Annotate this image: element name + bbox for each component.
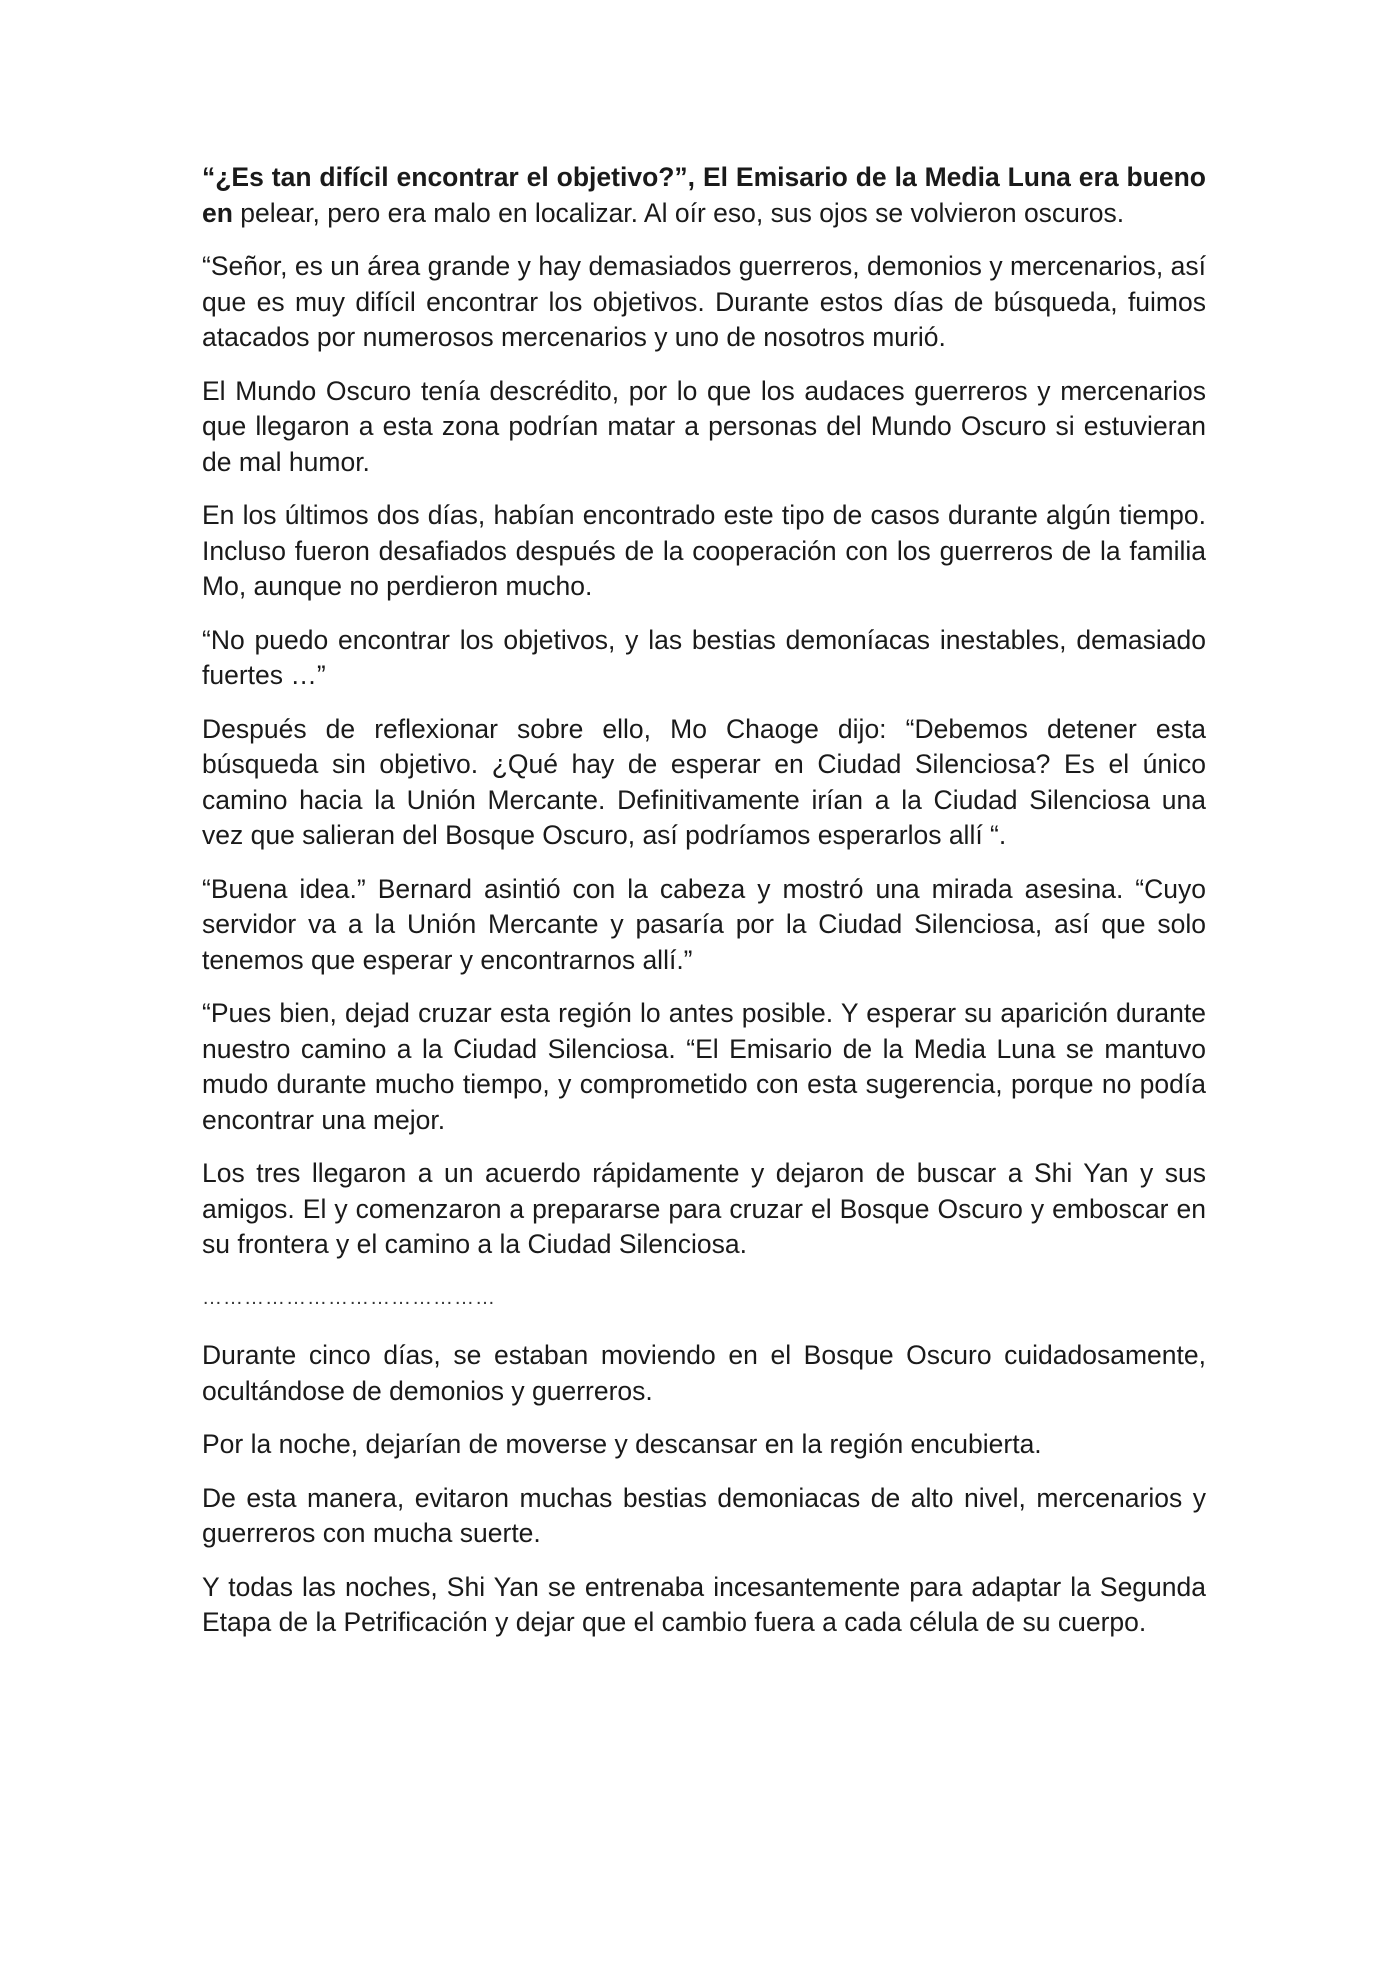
paragraph-13: Y todas las noches, Shi Yan se entrenaba incesantemente para adaptar la Segunda Etapa de la Petrificación y dejar que el cambio fuera a cada célula de su cuerpo. <box>202 1571 1206 1637</box>
paragraph-1-text: pelear, pero era malo en localizar. Al oír eso, sus ojos se volvieron oscuros. <box>232 197 1125 228</box>
paragraph-4: En los últimos dos días, habían encontrado este tipo de casos durante algún tiempo. Incluso fueron desafiados después de la cooperación con los guerreros de la familia Mo, aunque no perdieron mucho. <box>202 500 1206 601</box>
paragraph-6: Después de reflexionar sobre ello, Mo Chaoge dijo: “Debemos detener esta búsqueda sin objetivo. ¿Qué hay de esperar en Ciudad Silenciosa? Es el único camino hacia la Unión Mercante. Definitivamente irían a la Ciudad Silenciosa una vez que salieran del Bosque Oscuro, así podríamos esperarlos allí “. <box>202 713 1206 850</box>
paragraph-1-bold-lead: “¿Es tan difícil encontrar el objetivo?”, El Emisario de la Media Luna era bueno en <box>202 162 1206 228</box>
paragraph-7: “Buena idea.” Bernard asintió con la cabeza y mostró una mirada asesina. “Cuyo servidor va a la Unión Mercante y pasaría por la Ciudad Silenciosa, así que solo tenemos que esperar y encontrarnos allí.” <box>202 873 1206 975</box>
paragraph-5: “No puedo encontrar los objetivos, y las bestias demoníacas inestables, demasiado fuertes …” <box>202 624 1206 690</box>
paragraph-2: “Señor, es un área grande y hay demasiados guerreros, demonios y mercenarios, así que es muy difícil encontrar los objetivos. Durante estos días de búsqueda, fuimos atacados por numerosos mercenarios y uno de nosotros murió. <box>202 251 1206 352</box>
paragraph-11: Por la noche, dejarían de moverse y descansar en la región encubierta. <box>202 1429 1042 1459</box>
paragraph-1 <box>202 160 1206 231</box>
paragraph-8: “Pues bien, dejad cruzar esta región lo antes posible. Y esperar su aparición durante nuestro camino a la Ciudad Silenciosa. “El Emisario de la Media Luna se mantuvo mudo durante mucho tiempo, y comprometido con esta sugerencia, porque no podía encontrar una mejor. <box>202 998 1206 1135</box>
paragraph-3: El Mundo Oscuro tenía descrédito, por lo que los audaces guerreros y mercenarios que llegaron a esta zona podrían matar a personas del Mundo Oscuro si estuvieran de mal humor. <box>202 375 1206 477</box>
section-separator: …………………………………… <box>202 1286 496 1309</box>
paragraph-10: Durante cinco días, se estaban moviendo en el Bosque Oscuro cuidadosamente, ocultándose de demonios y guerreros. <box>202 1340 1206 1406</box>
document-page <box>202 160 1206 1659</box>
paragraph-12: De esta manera, evitaron muchas bestias demoniacas de alto nivel, mercenarios y guerreros con mucha suerte. <box>202 1482 1206 1548</box>
paragraph-9: Los tres llegaron a un acuerdo rápidamente y dejaron de buscar a Shi Yan y sus amigos. El y comenzaron a prepararse para cruzar el Bosque Oscuro y emboscar en su frontera y el camino a la Ciudad Silenciosa. <box>202 1158 1206 1259</box>
